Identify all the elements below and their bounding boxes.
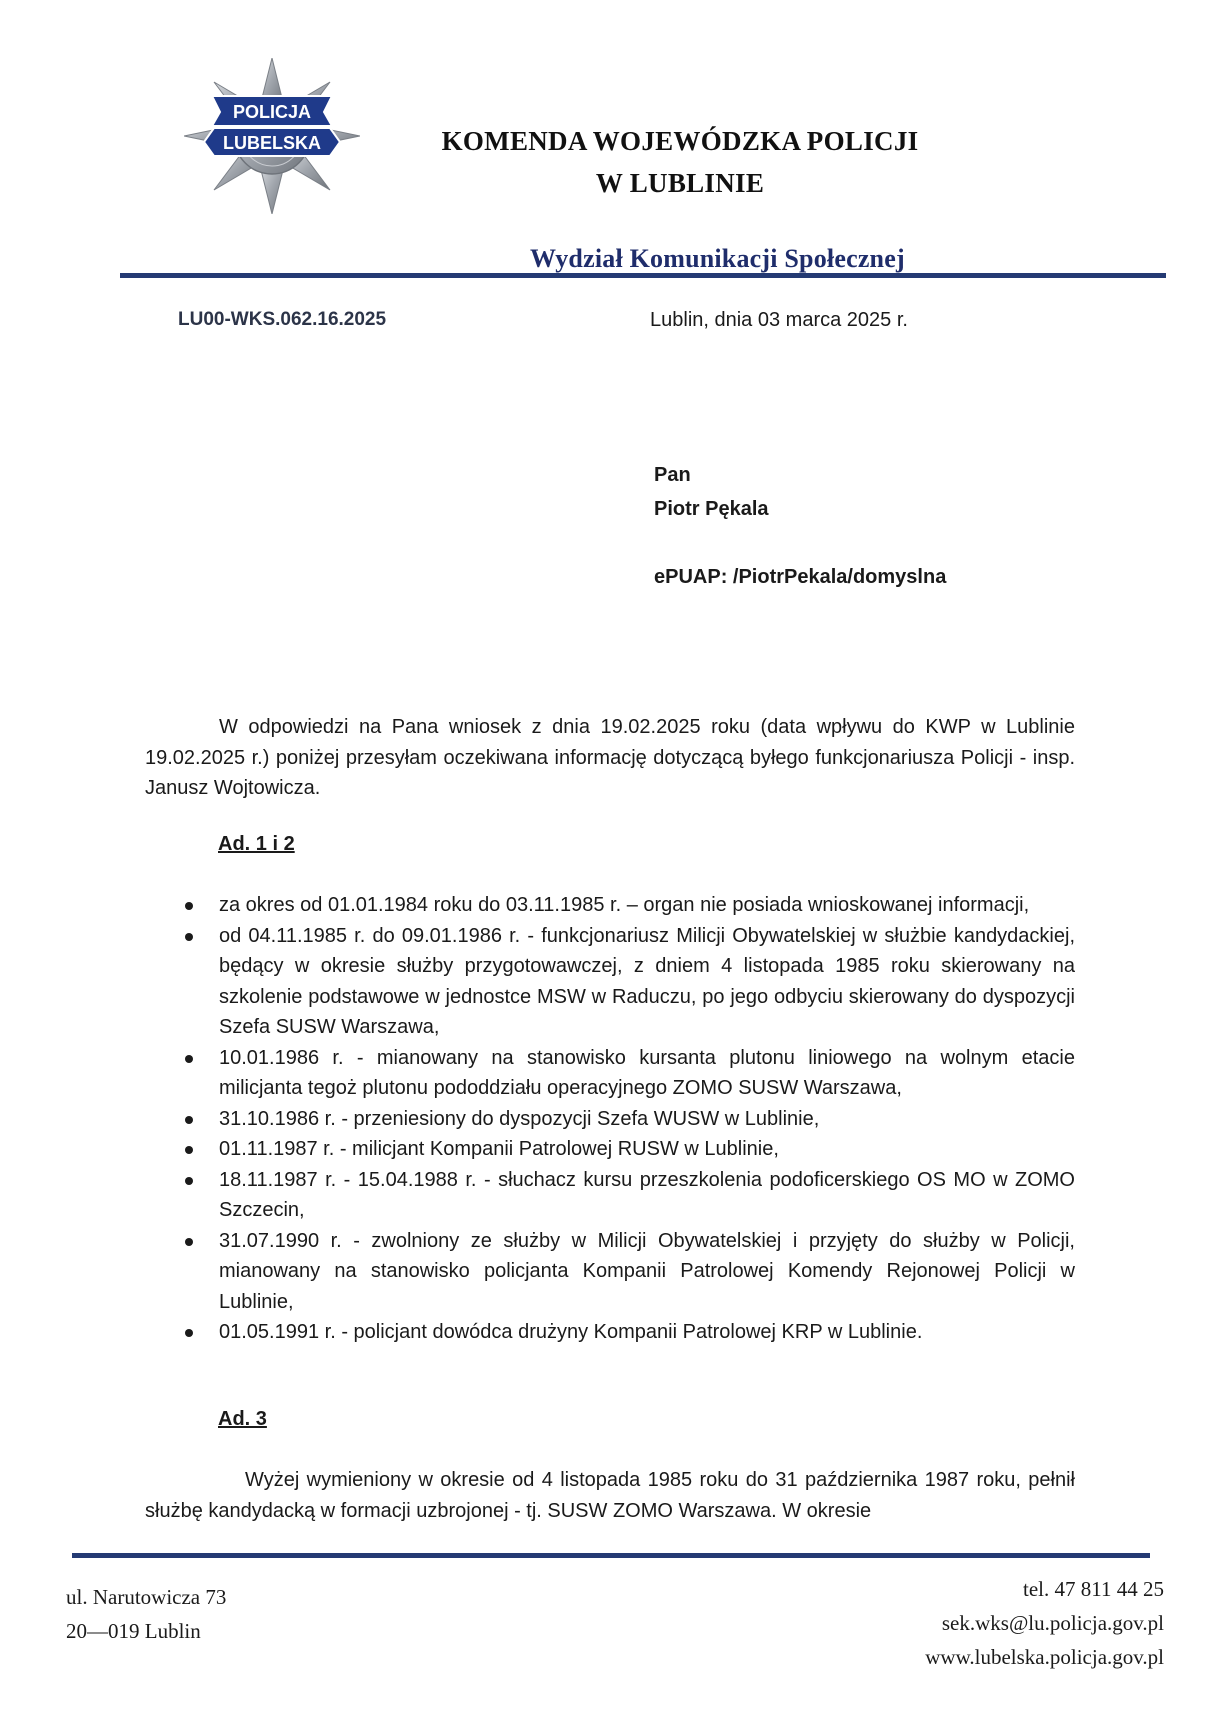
addressee-block xyxy=(654,458,946,594)
addressee-name: Piotr Pękala xyxy=(654,498,769,520)
department-name: Wydział Komunikacji Społecznej xyxy=(530,244,905,273)
addressee-salutation: Pan xyxy=(654,464,691,486)
addressee-epuap: ePUAP: /PiotrPekala/domyslna xyxy=(654,566,947,588)
organization-title-line1: KOMENDA WOJEWÓDZKA POLICJI xyxy=(441,126,919,156)
list-item: 10.01.1986 r. - mianowany na stanowisko kursanta plutonu liniowego na wolnym etacie milicjanta tegoż plutonu pododdziału operacyjnego ZOMO SUSW Warszawa, xyxy=(185,1043,1075,1104)
footer-city: 20—019 Lublin xyxy=(66,1619,201,1643)
bullet-icon xyxy=(185,902,193,910)
logo-text-top: POLICJA xyxy=(232,102,312,122)
service-history-list xyxy=(185,890,1075,1348)
bullet-icon xyxy=(185,1177,193,1185)
footer-address xyxy=(66,1580,226,1648)
reference-number: LU00-WKS.062.16.2025 xyxy=(178,309,387,330)
list-item: za okres od 01.01.1984 roku do 03.11.1985 r. – organ nie posiada wnioskowanej informacji, xyxy=(185,890,1075,921)
bullet-icon xyxy=(185,1055,193,1063)
footer-divider xyxy=(72,1553,1150,1558)
bullet-icon xyxy=(185,1146,193,1154)
closing-paragraph: Wyżej wymieniony w okresie od 4 listopada 1985 roku do 31 października 1987 roku, pełnił służbę kandydacką w formacji uzbrojonej - tj. SUSW ZOMO Warszawa. W okresie xyxy=(145,1469,1075,1522)
intro-paragraph: W odpowiedzi na Pana wniosek z dnia 19.02.2025 roku (data wpływu do KWP w Lublinie 19.02.2025 r.) poniżej przesyłam oczekiwana informację dotyczącą byłego funkcjonariusza Policji - insp. Janusz Wojtowicza. xyxy=(145,716,1075,799)
list-item: 01.05.1991 r. - policjant dowódca drużyny Kompanii Patrolowej KRP w Lublinie. xyxy=(185,1317,1075,1348)
footer-street: ul. Narutowicza 73 xyxy=(66,1585,227,1609)
header-divider xyxy=(120,273,1166,278)
list-item: 31.07.1990 r. - zwolniony ze służby w Milicji Obywatelskiej i przyjęty do służby w Policji, mianowany na stanowisko policjanta Kompanii Patrolowej Komendy Rejonowej Policji w Lublinie, xyxy=(185,1226,1075,1318)
footer-email[interactable]: sek.wks@lu.policja.gov.pl xyxy=(941,1611,1164,1635)
bullet-icon xyxy=(185,933,193,941)
closing-paragraph-block xyxy=(145,1465,1075,1526)
list-item: od 04.11.1985 r. do 09.01.1986 r. - funkcjonariusz Milicji Obywatelskiej w służbie kandydackiej, będący w okresie służby przygotowawczej, z dniem 4 listopada 1985 roku skierowany na szkolenie podstawowe w jednostce MSW w Raduczu, po jego odbyciu skierowany do dyspozycji Szefa SUSW Warszawa, xyxy=(185,921,1075,1043)
footer-contact xyxy=(925,1572,1164,1674)
footer-phone: tel. 47 811 44 25 xyxy=(1023,1577,1164,1601)
section-heading-3: Ad. 3 xyxy=(218,1408,267,1430)
organization-title-line2: W LUBLINIE xyxy=(595,168,765,198)
bullet-icon xyxy=(185,1238,193,1246)
bullet-icon xyxy=(185,1329,193,1337)
intro-paragraph-block xyxy=(145,712,1075,804)
logo-text-bottom: LUBELSKA xyxy=(223,133,321,153)
footer-website[interactable]: www.lubelska.policja.gov.pl xyxy=(925,1645,1164,1669)
list-item: 01.11.1987 r. - milicjant Kompanii Patrolowej RUSW w Lublinie, xyxy=(185,1134,1075,1165)
organization-title xyxy=(400,120,960,204)
list-item: 31.10.1986 r. - przeniesiony do dyspozycji Szefa WUSW w Lublinie, xyxy=(185,1104,1075,1135)
letter-date: Lublin, dnia 03 marca 2025 r. xyxy=(650,309,908,331)
police-star-badge-icon xyxy=(184,58,360,214)
list-item: 18.11.1987 r. - 15.04.1988 r. - słuchacz kursu przeszkolenia podoficerskiego OS MO w ZOMO Szczecin, xyxy=(185,1165,1075,1226)
bullet-icon xyxy=(185,1116,193,1124)
section-heading-1-2: Ad. 1 i 2 xyxy=(218,833,295,855)
